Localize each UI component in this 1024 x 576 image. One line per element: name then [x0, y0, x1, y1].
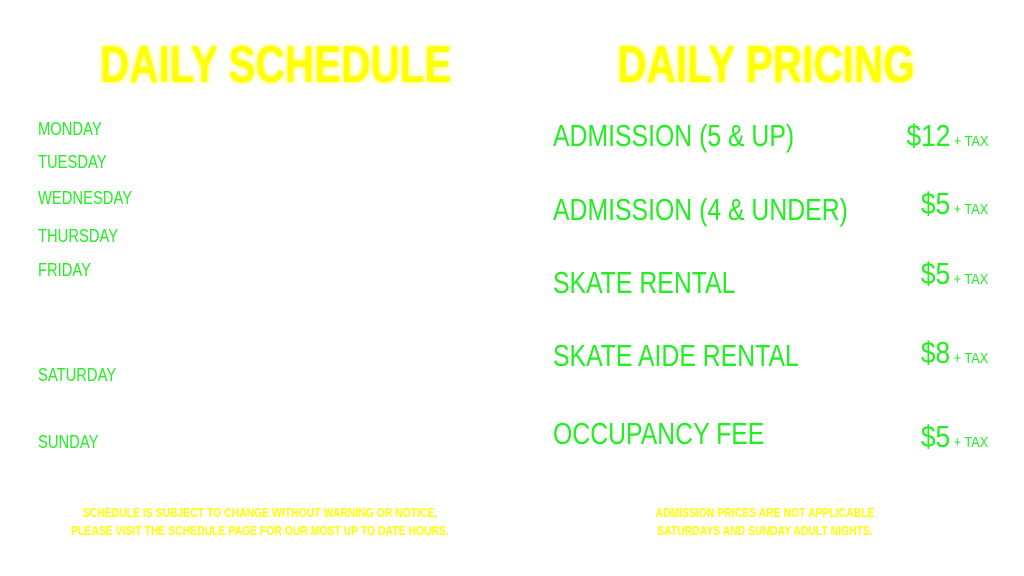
day-thursday: THURSDAY: [38, 226, 119, 246]
price-label-occupancy-fee: OCCUPANCY FEE: [553, 416, 765, 451]
day-saturday: SATURDAY: [38, 365, 117, 385]
price-label-admission-5-up: ADMISSION (5 & UP): [553, 118, 795, 153]
price-skate-rental: [921, 254, 988, 294]
price-value: $12: [906, 118, 950, 153]
price-occupancy-fee: [921, 417, 988, 457]
schedule-note: [68, 504, 452, 540]
price-admission-5-up: [906, 116, 988, 156]
pricing-note-line2: SATURDAYS AND SUNDAY ADULT NIGHTS.: [657, 523, 873, 538]
pricing-note: [609, 504, 921, 540]
day-monday: MONDAY: [38, 119, 102, 139]
day-friday: FRIDAY: [38, 260, 92, 280]
price-value: $8: [920, 335, 950, 370]
schedule-note-line2: PLEASE VISIT THE SCHEDULE PAGE FOR OUR MOST UP TO DATE HOURS.: [71, 523, 449, 538]
price-admission-4-under: [921, 184, 988, 224]
price-value: $5: [920, 419, 950, 454]
day-wednesday: WEDNESDAY: [38, 188, 133, 208]
day-tuesday: TUESDAY: [38, 152, 107, 172]
price-label-admission-4-under: ADMISSION (4 & UNDER): [553, 192, 848, 227]
pricing-title: DAILY PRICING: [617, 36, 915, 94]
price-tax-suffix: + TAX: [953, 133, 988, 150]
price-tax-suffix: + TAX: [953, 201, 988, 218]
pricing-note-line1: ADMISSION PRICES ARE NOT APPLICABLE: [655, 505, 875, 520]
price-label-skate-rental: SKATE RENTAL: [553, 265, 736, 300]
schedule-title: DAILY SCHEDULE: [100, 36, 452, 94]
day-sunday: SUNDAY: [38, 432, 99, 452]
price-value: $5: [920, 256, 950, 291]
price-label-skate-aide-rental: SKATE AIDE RENTAL: [553, 338, 799, 373]
price-tax-suffix: + TAX: [953, 350, 988, 367]
price-skate-aide-rental: [921, 333, 988, 373]
price-tax-suffix: + TAX: [953, 271, 988, 288]
schedule-note-line1: SCHEDULE IS SUBJECT TO CHANGE WITHOUT WARNING OR NOTICE,: [82, 505, 438, 520]
price-tax-suffix: + TAX: [953, 434, 988, 451]
price-value: $5: [920, 186, 950, 221]
